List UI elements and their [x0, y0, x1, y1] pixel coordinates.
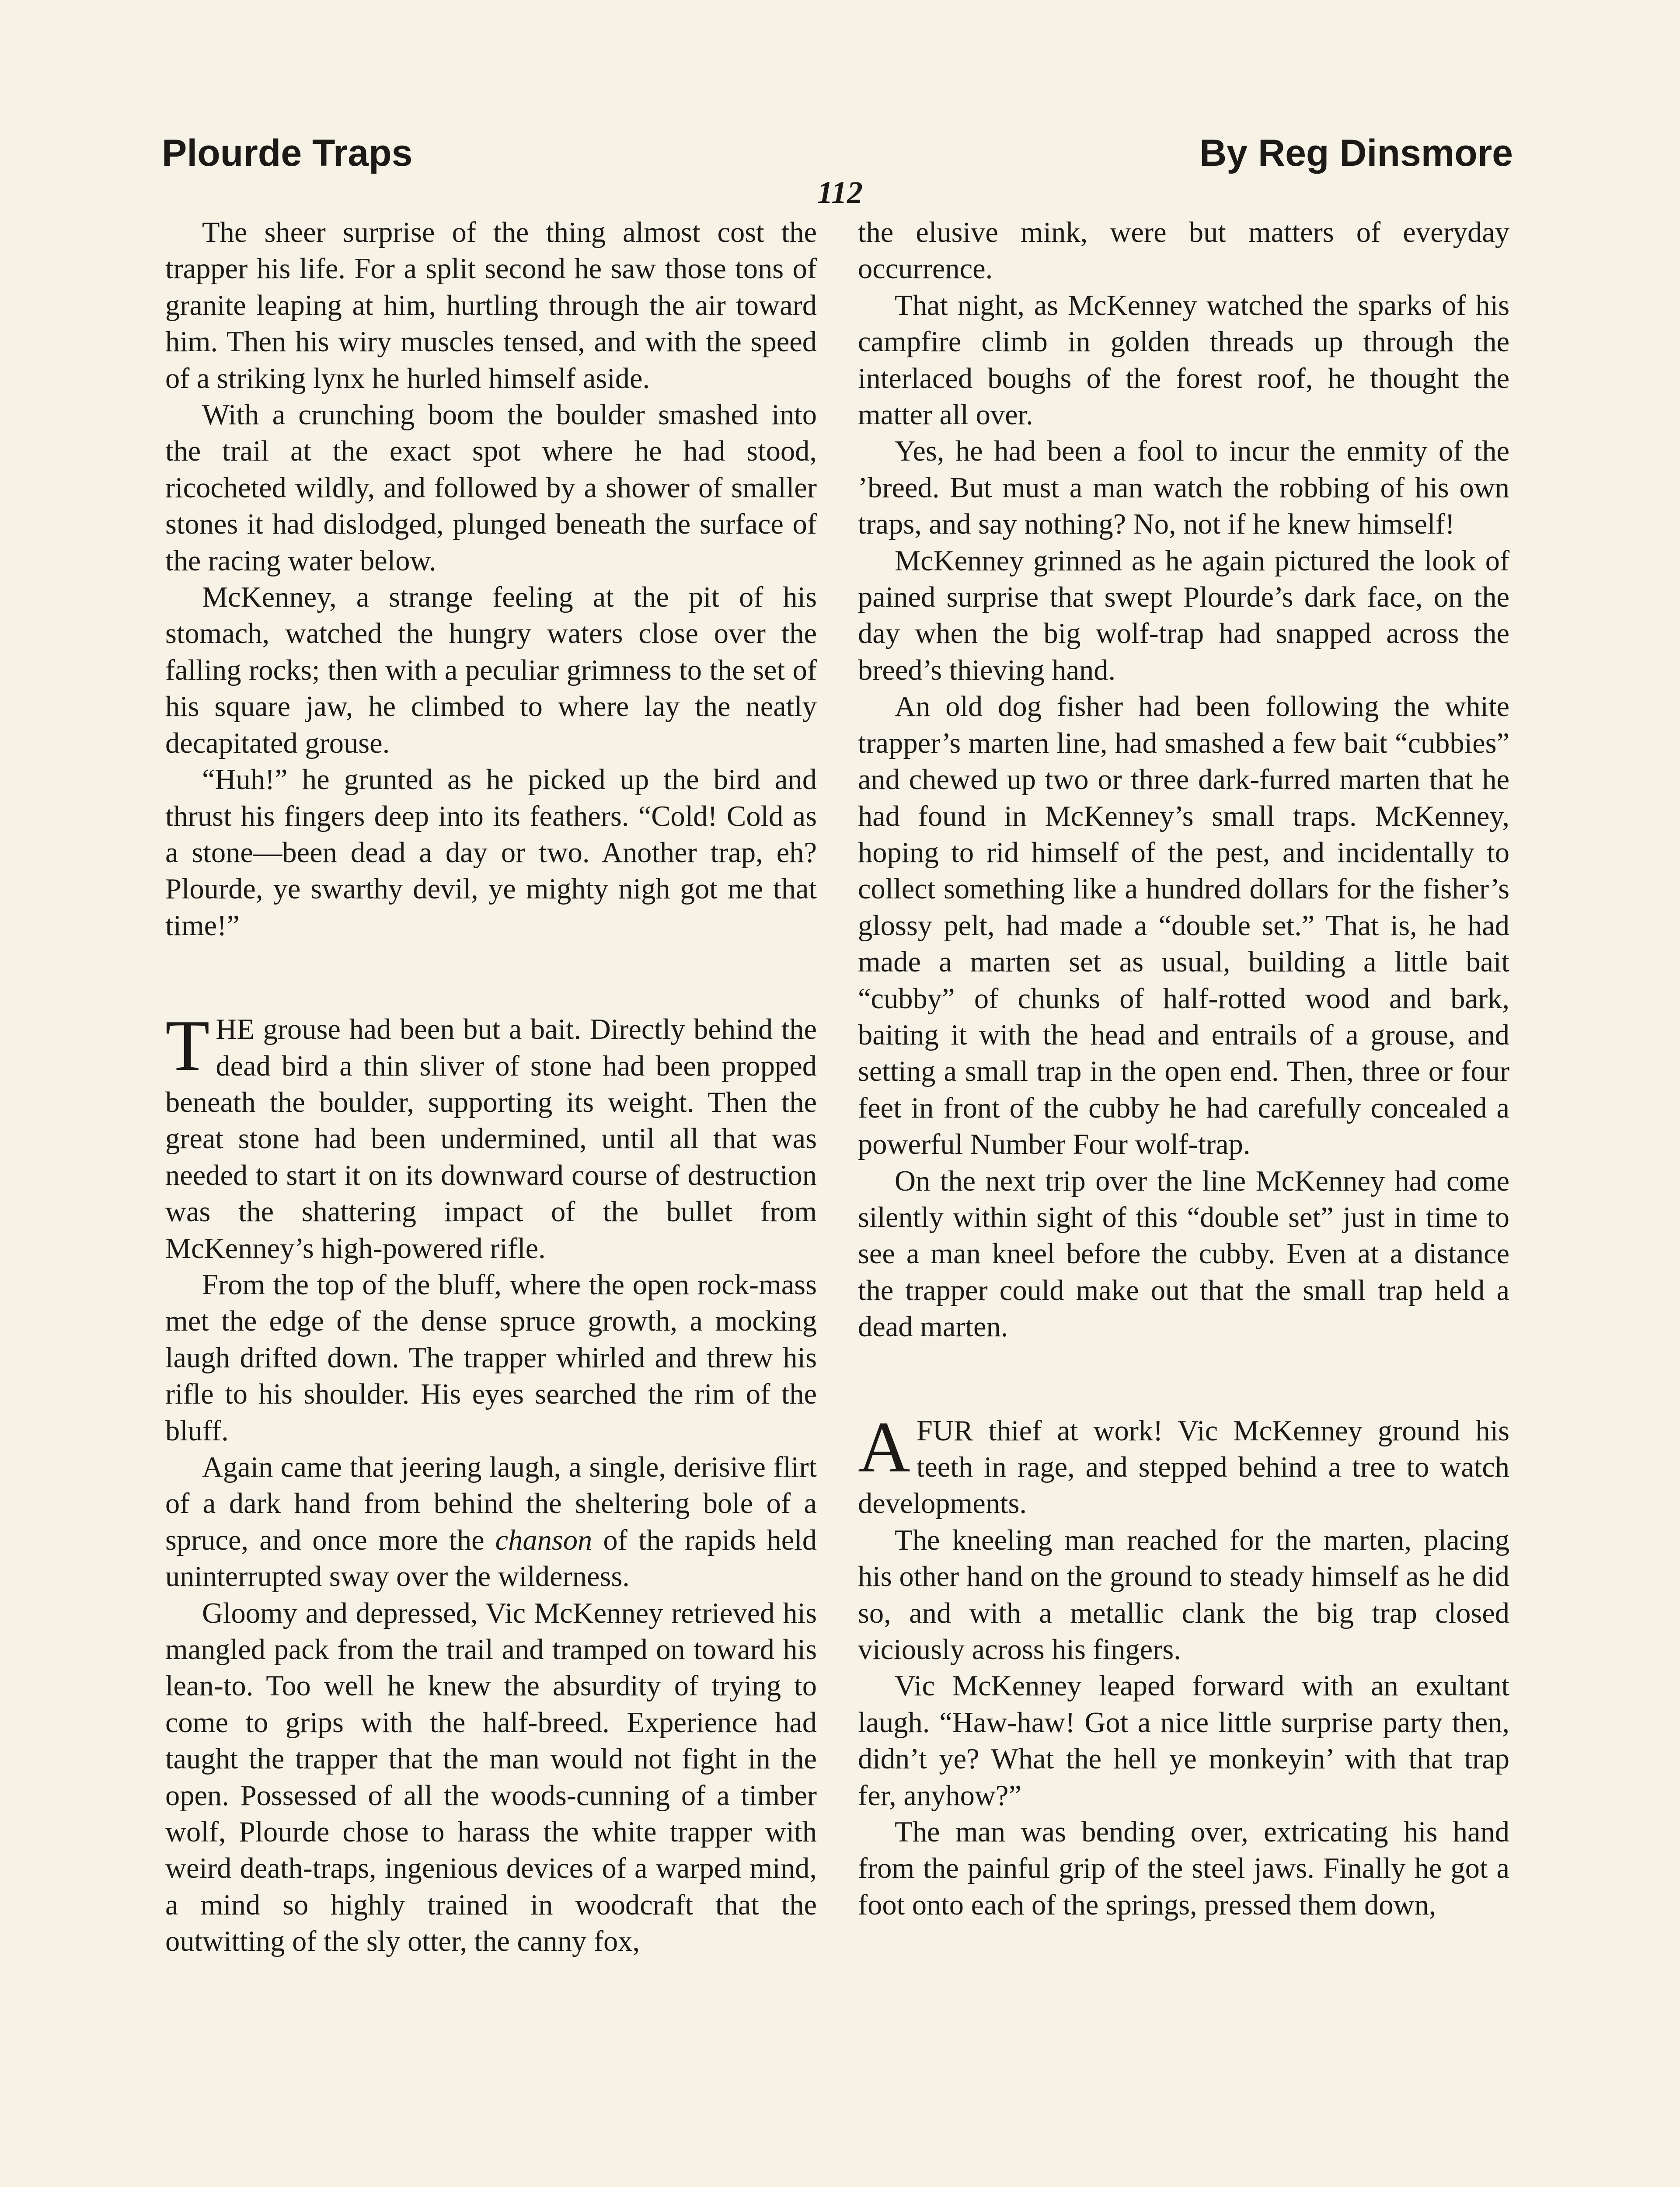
paragraph — [165, 1449, 817, 1595]
page-number: 112 — [817, 175, 863, 210]
paragraph: McKenney, a strange feeling at the pit of his stomach, watched the hungry waters close over the falling rocks; then with a peculiar grimness to the set of his square jaw, he climbed to where lay the neatly decapitated grouse. — [165, 581, 817, 759]
paragraph: Gloomy and depressed, Vic McKenney retrieved his mangled pack from the trail and tramped on toward his lean-to. Too well he knew the absurdity of trying to come to grips with the half-breed. Experience had taught the trapper that the man would not fight in the open. Possessed of all the woods-cunning of a timber wolf, Plourde chose to harass the white trapper with weird death-traps, ingenious devices of a warped mind, a mind so highly trained in woodcraft that the outwitting of the sly otter, the canny fox, — [165, 1597, 817, 1958]
section-opening-paragraph — [858, 1406, 1509, 1522]
paragraph: “Huh!” he grunted as he picked up the bird and thrust his fingers deep into its feathers. “Cold! Cold as a stone—been dead a day or two. Another trap, eh? Plourde, ye swarthy devil, ye mighty nigh got me that time!” — [165, 764, 817, 942]
author-byline: By Reg Dinsmore — [1199, 132, 1513, 174]
paragraph: Vic McKenney leaped forward with an exultant laugh. “Haw-haw! Got a nice little surprise party then, didn’t ye? What the hell ye monkeyin’ with that trap fer, anyhow?” — [858, 1670, 1509, 1812]
right-column — [858, 214, 1509, 1923]
paragraph: An old dog fisher had been following the white trapper’s marten line, had smashed a few bait “cubbies” and chewed up two or three dark-furred marten that he had found in McKenney’s small traps. McKenney, hoping to rid himself of the pest, and incidentally to collect something like a hundred dollars for the fisher’s glossy pelt, had made a “double set.” That is, he had made a marten set as usual, building a little bait “cubby” of chunks of half-rotted wood and bark, baiting it with the head and entrails of a grouse, and setting a small trap in the open end. Then, three or four feet in front of the cubby he had carefully concealed a powerful Number Four wolf-trap. — [858, 691, 1509, 1161]
paragraph: Yes, he had been a fool to incur the enmity of the ’breed. But must a man watch the robbing of his own traps, and say nothing? No, not if he knew himself! — [858, 435, 1509, 541]
paragraph: With a crunching boom the boulder smashed into the trail at the exact spot where he had stood, ricocheted wildly, and followed by a shower of smaller stones it had dislodged, plunged beneath the surface of the racing water below. — [165, 399, 817, 577]
drop-cap: T — [165, 1005, 210, 1086]
left-column — [165, 214, 817, 1960]
drop-cap: A — [858, 1406, 910, 1487]
paragraph-text: HE grouse had been but a bait. Directly behind the dead bird a thin sliver of stone had been propped beneath the boulder, supporting its weight. Then the great stone had been undermined, until all that was needed to start it on its downward course of destruction was the shattering impact of the bullet from McKenney’s high-powered rifle. — [165, 1013, 817, 1265]
story-title: Plourde Traps — [162, 132, 413, 174]
paragraph: The man was bending over, extricating his hand from the painful grip of the steel jaws. Finally he got a foot onto each of the springs, pressed them down, — [858, 1816, 1509, 1921]
italic-word: chanson — [495, 1524, 593, 1556]
paragraph: From the top of the bluff, where the open rock-mass met the edge of the dense spruce growth, a mocking laugh drifted down. The trapper whirled and threw his rifle to his shoulder. His eyes searched the rim of the bluff. — [165, 1268, 817, 1447]
section-opening-paragraph — [165, 1005, 817, 1267]
paragraph-text: Again came that jeering laugh, a single, derisive flirt of a dark hand from behind the sheltering bole of a spruce, and once more the — [165, 1451, 817, 1556]
paragraph: McKenney grinned as he again pictured the look of pained surprise that swept Plourde’s dark face, on the day when the big wolf-trap had snapped across the breed’s thieving hand. — [858, 545, 1509, 686]
paragraph-text: FUR thief at work! Vic McKenney ground his teeth in rage, and stepped behind a tree to watch developments. — [858, 1415, 1509, 1520]
paragraph: The kneeling man reached for the marten, placing his other hand on the ground to steady himself as he did so, and with a metallic clank the big trap closed viciously across his fingers. — [858, 1524, 1509, 1666]
paragraph-continued: the elusive mink, were but matters of everyday occurrence. — [858, 217, 1509, 285]
paragraph: That night, as McKenney watched the sparks of his campfire climb in golden threads up through the interlaced boughs of the forest roof, he thought the matter all over. — [858, 289, 1509, 431]
paragraph: The sheer surprise of the thing almost cost the trapper his life. For a split second he saw those tons of granite leaping at him, hurtling through the air toward him. Then his wiry muscles tensed, and with the speed of a striking lynx he hurled himself aside. — [165, 217, 817, 395]
paragraph-text: of the rapids held uninterrupted sway over the wilderness. — [165, 1524, 817, 1593]
paragraph: On the next trip over the line McKenney had come silently within sight of this “double set” just in time to see a man kneel before the cubby. Even at a distance the trapper could make out that the small trap held a dead marten. — [858, 1165, 1509, 1343]
